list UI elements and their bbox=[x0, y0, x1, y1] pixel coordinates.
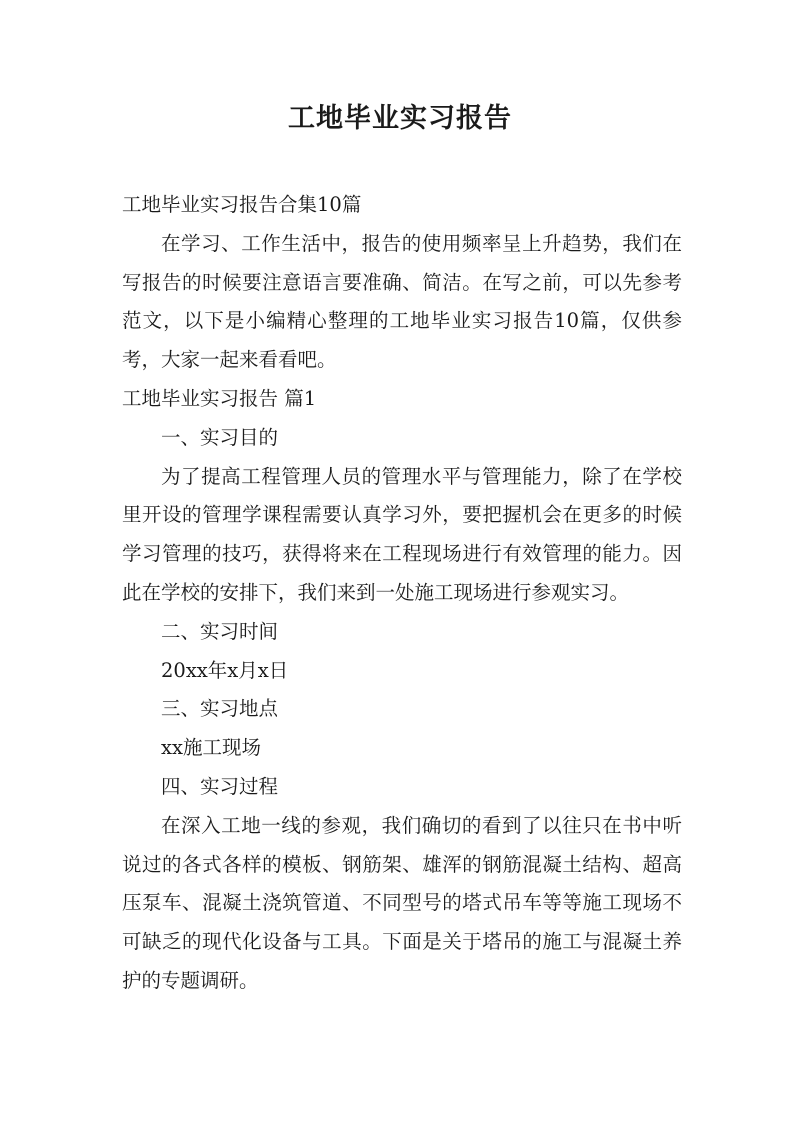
document-title: 工地毕业实习报告 bbox=[288, 103, 512, 134]
process-paragraph: 在深入工地一线的参观，我们确切的看到了以往只在书中听说过的各式各样的模板、钢筋架、雄浑的钢筋混凝土结构、超高压泵车、混凝土浇筑管道、不同型号的塔式吊车等等施工现场不可缺乏的现代化设备与工具。下面是关于塔吊的施工与混凝土养护的专题调研。 bbox=[122, 813, 682, 992]
purpose-paragraph: 为了提高工程管理人员的管理水平与管理能力，除了在学校里开设的管理学课程需要认真学习外，要把握机会在更多的时候学习管理的技巧，获得将来在工程现场进行有效管理的能力。因此在学校的安排下，我们来到一处施工现场进行参观实习。 bbox=[122, 464, 682, 604]
collection-heading: 工地毕业实习报告合集10篇 bbox=[122, 193, 362, 216]
section-heading-purpose: 一、实习目的 bbox=[161, 425, 279, 449]
document-body bbox=[122, 186, 682, 1001]
location-value: xx施工现场 bbox=[161, 736, 261, 760]
section-heading-time: 二、实习时间 bbox=[161, 619, 279, 643]
report-heading: 工地毕业实习报告 篇1 bbox=[122, 386, 317, 410]
section-heading-location: 三、实习地点 bbox=[161, 697, 279, 721]
time-value: 20xx年x月x日 bbox=[161, 658, 289, 682]
section-heading-process: 四、实习过程 bbox=[161, 774, 279, 798]
intro-paragraph: 在学习、工作生活中，报告的使用频率呈上升趋势，我们在写报告的时候要注意语言要准确、简洁。在写之前，可以先参考范文，以下是小编精心整理的工地毕业实习报告10篇，仅供参考，大家一起来看看吧。 bbox=[122, 231, 682, 372]
